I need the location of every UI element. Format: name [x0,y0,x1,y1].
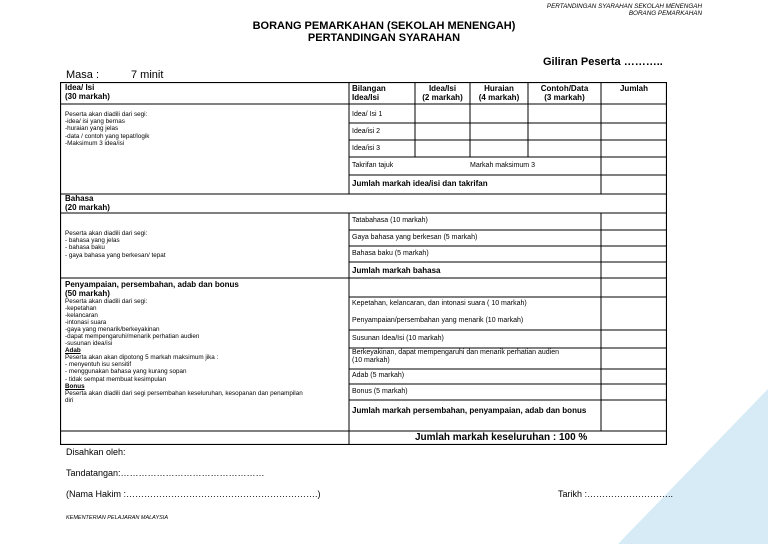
col-header-bilangan [352,84,386,102]
col-header-idea-isi [415,84,470,102]
bahasa-row-tatabahasa: Tatabahasa (10 markah) [352,217,428,224]
nama-hakim-line: (Nama Hakim :……………………………………………………….) [66,489,321,499]
col-header-huraian-line1: Huraian [484,84,514,93]
idea-criteria [65,111,149,147]
penyampaian-criteria-line: -kepetahan [65,305,97,313]
header-note-line1: PERTANDINGAN SYARAHAN SEKOLAH MENENGAH [546,3,702,10]
penyampaian-criteria-line: -kelancaran [65,312,98,320]
bahasa-total: Jumlah markah bahasa [352,266,441,275]
bahasa-row-baku: Bahasa baku (5 markah) [352,250,429,257]
masa-value: 7 minit [131,69,164,81]
adab-heading: Adab [65,347,81,355]
adab-text-line: - menyentuh isu sensitif [65,361,132,369]
bahasa-criteria [65,230,165,259]
idea-criteria-line: -huraian yang jelas [65,125,119,133]
adab-text-line: - tidak sempat membuat kesimpulan [65,375,167,383]
tarikh-line: Tarikh :……………………….. [558,489,674,499]
col-header-idea-line1: Idea/ Isi [65,83,95,92]
col-header-idea-line2: (30 markah) [65,92,110,102]
col-header-idea [65,83,110,101]
bonus-heading: Bonus [65,382,85,390]
penyampaian-total: Jumlah markah persembahan, penyampaian, adab dan bonus [352,406,587,415]
bahasa-heading-line1: Bahasa [65,194,94,203]
col-header-idea-isi-line2: (2 markah) [422,93,463,103]
col-header-contoh [528,84,601,102]
bahasa-row-gaya: Gaya bahasa yang berkesan (5 markah) [352,234,478,241]
disahkan-label: Disahkan oleh: [66,447,126,457]
footer-ministry: KEMENTERIAN PELAJARAN MALAYSIA [66,515,168,521]
penyampaian-criteria-line: Peserta akan diadili dari segi: [65,298,148,305]
col-header-contoh-line1: Contoh/Data [540,84,589,93]
penyampaian-heading-line1: Penyampaian, persembahan, adab dan bonus [65,280,239,289]
idea-criteria-line: -data / contoh yang tepat/logik [65,132,150,140]
penyampaian-criteria [65,298,303,404]
header-note-line2: BORANG PEMARKAHAN [628,10,702,17]
berkeyakinan-line1: Berkeyakinan, dapat mempengaruhi dan menarik perhatian audien [352,349,560,356]
penyampaian-criteria-line: -intonasi suara [65,319,107,327]
idea-row-1: Idea/ Isi 1 [352,111,383,118]
col-header-huraian [470,84,528,102]
penyampaian-criteria-line: -dapat mempengaruhi/menarik perhatian audien [65,333,200,341]
idea-criteria-line: -idea/ isi yang bernas [65,118,125,126]
penyampaian-heading [65,280,239,298]
penyampaian-row-berkeyakinan [352,349,559,365]
idea-criteria-line: Peserta akan diadili dari segi: [65,111,148,118]
adab-text-line: - menggunakan bahasa yang kurang sopan [65,368,187,376]
tandatangan-line: Tandatangan:………………………………………… [66,468,265,478]
markah-maksimum: Markah maksimum 3 [470,162,535,169]
berkeyakinan-line2: (10 markah) [352,357,390,365]
penyampaian-criteria-line: -susunan idea/isi [65,340,113,348]
bahasa-criteria-line: Peserta akan diadili dari segi: [65,230,148,237]
bonus-text-line: diri [65,396,74,404]
penyampaian-row-adab: Adab (5 markah) [352,372,405,379]
penyampaian-row-kepetahan: Kepetahan, kelancaran, dan intonasi suara ( 10 markah) [352,300,527,307]
penyampaian-criteria-line: -gaya yang menarik/berkeyakinan [65,326,160,334]
form-title: BORANG PEMARKAHAN (SEKOLAH MENENGAH) [252,20,516,32]
grand-total: Jumlah markah keseluruhan : 100 % [415,432,588,443]
col-header-huraian-line2: (4 markah) [478,93,520,103]
penyampaian-heading-line2: (50 markah) [65,289,110,299]
giliran-peserta: Giliran Peserta ……….. [543,56,663,68]
bahasa-heading [65,194,110,212]
form-subtitle: PERTANDINGAN SYARAHAN [307,32,461,44]
idea-row-2: Idea/isi 2 [352,128,381,135]
takrifan-tajuk: Takrifan tajuk [352,162,394,169]
penyampaian-row-susunan: Susunan Idea/Isi (10 markah) [352,335,444,342]
masa-label: Masa : [66,69,100,81]
idea-row-3: Idea/isi 3 [352,145,381,152]
bonus-text-line: Peserta akan diadili dari segi persembahan keseluruhan, kesopanan dan penampilan [65,389,303,397]
adab-text-line: Peserta akan akan dipotong 5 markah maksimum jika : [65,354,219,362]
idea-total: Jumlah markah idea/isi dan takrifan [352,179,488,188]
penyampaian-row-bonus: Bonus (5 markah) [352,388,408,395]
penyampaian-row-persembahan: Penyampaian/persembahan yang menarik (10 markah) [352,317,524,324]
col-header-bilangan-line2: Idea/Isi [352,93,380,103]
bahasa-criteria-line: - gaya bahasa yang berkesan/ tepat [65,251,166,259]
col-header-contoh-line2: (3 markah) [544,93,585,103]
score-table [60,82,667,445]
col-header-bilangan-line1: Bilangan [352,84,386,93]
col-header-idea-isi-line1: Idea/Isi [428,84,457,93]
bahasa-criteria-line: - bahasa baku [65,244,105,252]
col-header-jumlah: Jumlah [619,84,648,93]
bahasa-heading-line2: (20 markah) [65,203,110,213]
idea-criteria-line: -Maksimum 3 idea/isi [65,139,125,147]
bahasa-criteria-line: - bahasa yang jelas [65,237,120,245]
